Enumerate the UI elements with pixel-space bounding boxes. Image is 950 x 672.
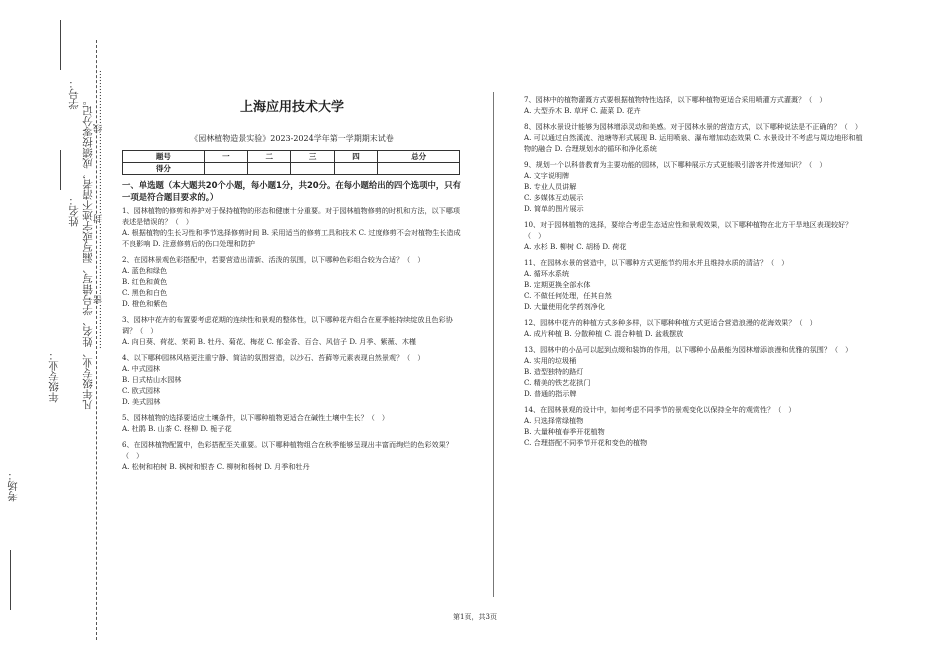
question-option: D. 简单的图片展示 (524, 204, 584, 213)
question-text: 5、园林植物的选择要适应土壤条件，以下哪种植物更适合在碱性土壤中生长？（ ） (122, 413, 389, 422)
question-option: A. 成片种植 B. 分散种植 C. 混合种植 D. 盆栽摆放 (524, 329, 684, 338)
score-cell (378, 163, 460, 175)
score-cell: 三 (291, 151, 334, 163)
score-cell: 一 (204, 151, 247, 163)
question-option: D. 美式园林 (122, 397, 161, 406)
question-item (122, 314, 462, 347)
question-text: 1、园林植物的修剪和养护对于保持植物的形态和健康十分重要。对于园林植物修剪的时机和方法，以下哪项表述是错误的？（ ） (122, 206, 460, 226)
right-question-list (524, 94, 869, 448)
left-column (122, 96, 462, 477)
id-label: 学号： (68, 78, 80, 110)
question-text: 14、在园林景观的设计中，如何考虑不同季节的景观变化以保持全年的观赏性？（ ） (524, 405, 796, 414)
score-cell (248, 163, 291, 175)
question-item (524, 317, 869, 339)
score-cell: 四 (334, 151, 377, 163)
question-item (122, 205, 462, 249)
name-label: 姓名： (68, 195, 80, 227)
question-option: A. 只选择常绿植物 (524, 416, 584, 425)
seal-line-text: ……………密……………………封………………………线……………… (94, 70, 104, 349)
question-option: C. 合理搭配不同季节开花和变色的植物 (524, 438, 648, 447)
question-option: A. 循环水系统 (524, 269, 570, 278)
question-option: A. 蓝色和绿色 (122, 266, 168, 275)
question-item (122, 412, 462, 434)
question-option: A. 大型乔木 B. 草坪 C. 蔬菜 D. 花卉 (524, 106, 641, 115)
question-option: B. 专业人员讲解 (524, 182, 577, 191)
question-text: 9、规划一个以科普教育为主要功能的园林，以下哪种展示方式更能吸引游客并传递知识？（ ） (524, 160, 827, 169)
column-divider (493, 92, 494, 597)
question-option: C. 精美的铁艺花拱门 (524, 378, 591, 387)
notice-text: 凡年级专业、姓名、学号错写、漏写或字迹不清者，成绩按零分记。 (82, 95, 94, 410)
exam-title: 《园林植物造景实验》2023-2024学年第一学期期末试卷 (190, 134, 394, 143)
score-cell: 总分 (378, 151, 460, 163)
binding-margin (0, 0, 115, 672)
question-text: 7、园林中的植物灌溉方式要根据植物特性选择，以下哪种植物更适合采用喷灌方式灌溉？（ ） (524, 95, 827, 104)
question-option: A. 实用的垃圾桶 (524, 356, 577, 365)
question-option: A. 中式园林 (122, 364, 161, 373)
question-option: C. 不做任何处理，任其自然 (524, 291, 612, 300)
question-item (122, 439, 462, 472)
question-option: B. 日式枯山水园林 (122, 375, 182, 384)
left-question-list (122, 205, 462, 472)
question-option: D. 普通的指示牌 (524, 389, 577, 398)
score-cell: 题号 (123, 151, 205, 163)
university-title: 上海应用技术大学 (239, 100, 344, 115)
question-text: 11、在园林水景的营造中，以下哪种方式更能节约用水并且维持水质的清洁？（ ） (524, 258, 789, 267)
question-option: C. 黑色和白色 (122, 288, 168, 297)
seal-dash-line (96, 40, 97, 640)
question-option: C. 多媒体互动展示 (524, 193, 584, 202)
score-cell: 得分 (123, 163, 205, 175)
kaochang-label: 考场： (7, 470, 19, 502)
question-item (122, 352, 462, 407)
score-cell (204, 163, 247, 175)
question-text: 8、园林水景设计能够为园林增添灵动和美感。对于园林水景的营造方式，以下哪种说法是不正确的？（ ） (524, 122, 862, 131)
question-item (524, 94, 869, 116)
question-text: 3、园林中花卉的布置要考虑花期的连续性和景观的整体性，以下哪种花卉组合在夏季能持续绽放且色彩协调？（ ） (122, 315, 453, 335)
question-item (122, 254, 462, 309)
question-text: 6、在园林植物配置中，色彩搭配至关重要。以下哪种植物组合在秋季能够呈现出丰富而绚烂的色彩效果？（ ） (122, 440, 453, 460)
question-text: 10、对于园林植物的选择，要综合考虑生态适应性和景观效果，以下哪种植物在北方干旱地区表现较好？（ ） (524, 220, 853, 240)
page-number: 第1页，共3页 (453, 613, 497, 621)
name-underline (60, 150, 61, 190)
question-option: B. 红色和黄色 (122, 277, 168, 286)
score-cell (334, 163, 377, 175)
question-item (524, 159, 869, 214)
question-item (524, 121, 869, 154)
id-underline (60, 20, 61, 70)
question-text: 4、以下哪种园林风格更注重宁静、简洁的氛围营造，以沙石、苔藓等元素表现自然景观？（ ） (122, 353, 425, 362)
kaochang-underline (10, 550, 11, 610)
question-option: D. 大量使用化学药剂净化 (524, 302, 605, 311)
question-option: D. 橙色和紫色 (122, 299, 168, 308)
question-text: 2、在园林景观色彩搭配中，若要营造出清新、活泼的氛围，以下哪种色彩组合较为合适？（ ） (122, 255, 425, 264)
grade-label: 年级专业： (48, 350, 60, 403)
question-item (524, 219, 869, 252)
question-item (524, 344, 869, 399)
question-item (524, 404, 869, 448)
score-cell (291, 163, 334, 175)
question-option: A. 根据植物的生长习性和季节选择修剪时间 B. 采用适当的修剪工具和技术 C. 过度修剪不会对植物生长造成不良影响 D. 注意修剪后的伤口处理和防护 (122, 228, 461, 248)
question-option: A. 松树和柏树 B. 枫树和银杏 C. 柳树和杨树 D. 月季和牡丹 (122, 462, 310, 471)
score-cell: 二 (248, 151, 291, 163)
question-option: A. 水杉 B. 柳树 C. 胡杨 D. 荷花 (524, 242, 627, 251)
question-option: A. 向日葵、荷花、茉莉 B. 牡丹、菊花、梅花 C. 郁金香、百合、风信子 D. 月季、紫薇、木槿 (122, 337, 417, 346)
question-option: B. 大量种植春季开花植物 (524, 427, 605, 436)
question-option: B. 造型独特的路灯 (524, 367, 584, 376)
score-table-score-row (123, 163, 460, 175)
score-table (122, 150, 460, 175)
question-option: A. 文字说明牌 (524, 171, 570, 180)
question-option: A. 杜鹃 B. 山茶 C. 柽柳 D. 栀子花 (122, 424, 232, 433)
question-text: 12、园林中花卉的种植方式多种多样，以下哪种种植方式更适合营造浪漫的花海效果？（ ） (524, 318, 817, 327)
question-text: 13、园林中的小品可以起到点缀和装饰的作用，以下哪种小品最能为园林增添浪漫和优雅的氛围？（ ） (524, 345, 853, 354)
score-table-header-row (123, 151, 460, 163)
question-option: A. 可以通过自然溪流、池塘等形式展现 B. 运用喷泉、瀑布增加动态效果 C. 水景设计不考虑与周边地形和植物的融合 D. 合理规划水的循环和净化系统 (524, 133, 863, 153)
question-option: C. 欧式园林 (122, 386, 161, 395)
right-column (524, 94, 869, 453)
section-heading: 一、单选题（本大题共20个小题，每小题1分，共20分。在每小题给出的四个选项中，只有一项是符合题目要求的。） (122, 180, 462, 202)
question-item (524, 257, 869, 312)
question-option: B. 定期更换全部水体 (524, 280, 591, 289)
